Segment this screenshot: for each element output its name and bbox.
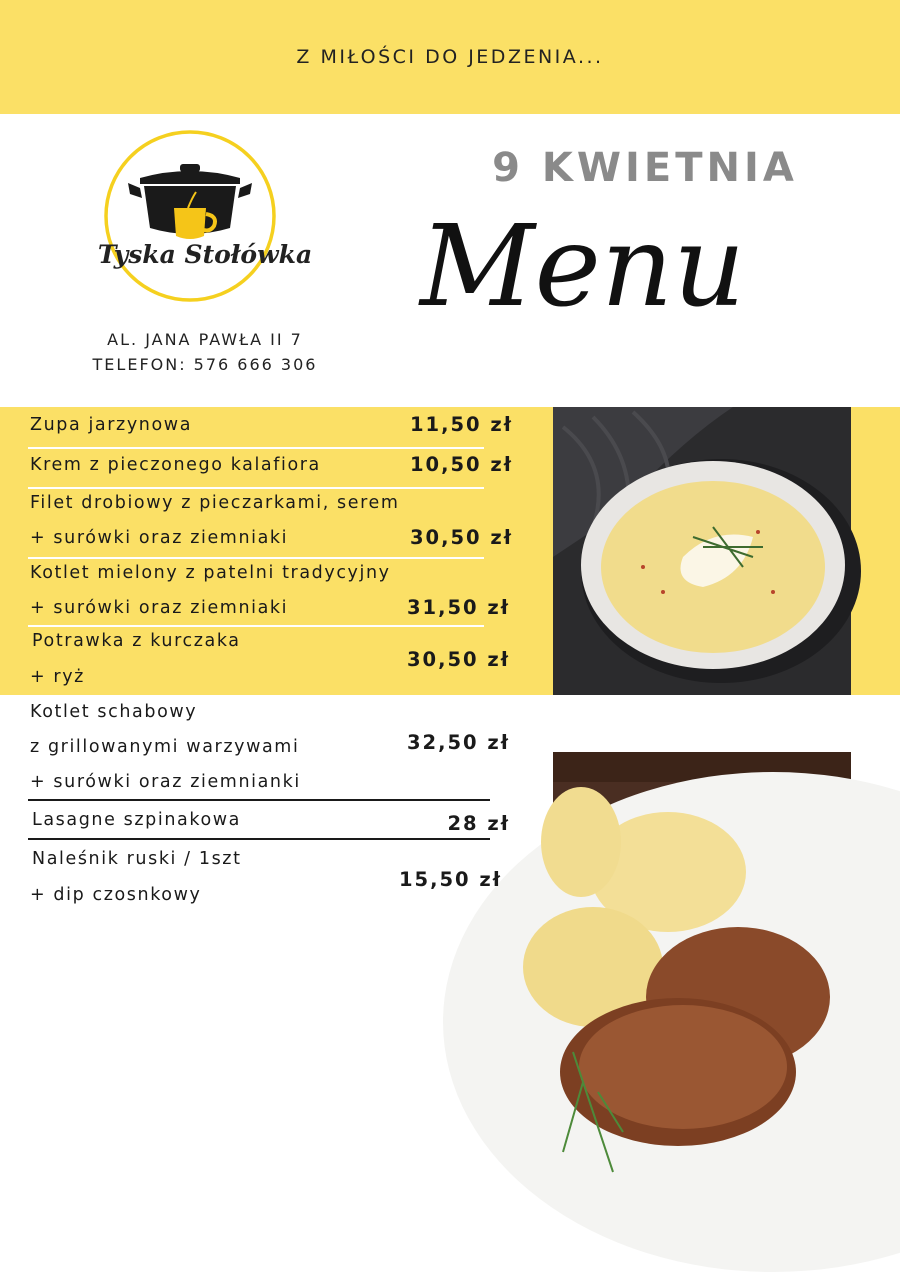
divider [28, 625, 484, 627]
menu-item-price: 32,50 zł [406, 731, 510, 754]
menu-item-name: Zupa jarzynowa [30, 415, 193, 435]
divider [28, 838, 490, 840]
menu-item-name: + dip czosnkowy [30, 885, 202, 905]
menu-item-name: Potrawka z kurczaka [32, 631, 241, 651]
meat-cutlets-potatoes-photo [553, 752, 851, 1208]
menu-item-name: + surówki oraz ziemnianki [30, 772, 301, 792]
menu-date: 9 KWIETNIA [492, 145, 798, 191]
address: AL. JANA PAWŁA II 7 [107, 330, 303, 349]
pot-with-teacup-icon [100, 128, 320, 308]
menu-item-name: Filet drobiowy z pieczarkami, serem [30, 493, 400, 513]
menu-item-name: Kotlet schabowy [30, 702, 198, 722]
menu-title [412, 195, 746, 375]
divider [28, 557, 484, 559]
menu-item-name: Krem z pieczonego kalafiora [30, 455, 321, 475]
menu-item-price: 30,50 zł [406, 648, 510, 671]
cream-soup-photo [553, 407, 851, 695]
menu-item-name: + surówki oraz ziemniaki [30, 528, 289, 548]
menu-item-price: 28 zł [447, 812, 510, 835]
menu-item-price: 15,50 zł [398, 868, 502, 891]
menu-item-name: z grillowanymi warzywami [30, 737, 300, 757]
divider [28, 487, 484, 489]
svg-text:Menu: Menu [420, 202, 746, 332]
menu-item-price: 31,50 zł [406, 596, 510, 619]
menu-item-price: 11,50 zł [409, 413, 513, 436]
menu-item-name: Lasagne szpinakowa [32, 810, 241, 830]
divider [28, 799, 490, 801]
menu-item-name: + ryż [30, 667, 85, 687]
phone: TELEFON: 576 666 306 [92, 355, 318, 374]
divider [28, 447, 484, 449]
menu-item-name: + surówki oraz ziemniaki [30, 598, 289, 618]
menu-item-price: 10,50 zł [409, 453, 513, 476]
menu-item-name: Naleśnik ruski / 1szt [32, 849, 242, 869]
brand-name: Tyska Stołówka [97, 240, 313, 269]
menu-item-price: 30,50 zł [409, 526, 513, 549]
menu-item-name: Kotlet mielony z patelni tradycyjny [30, 563, 391, 583]
tagline: Z MIŁOŚCI DO JEDZENIA... [296, 46, 604, 68]
